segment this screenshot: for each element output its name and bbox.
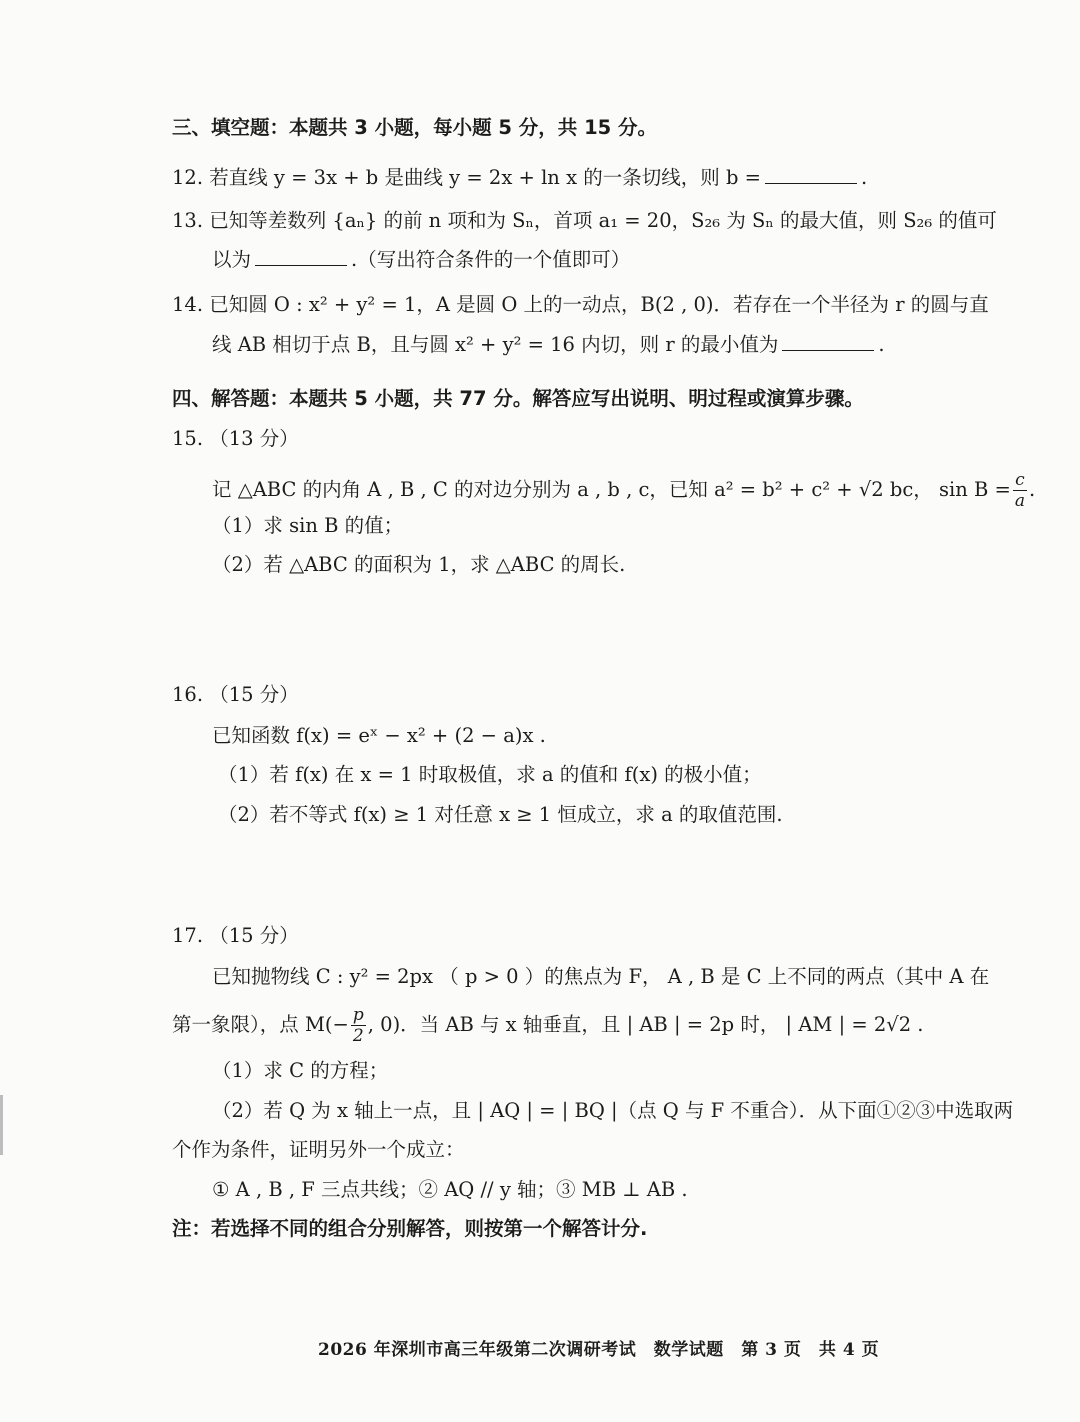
question-12-end: .: [860, 166, 868, 189]
question-17-note: 注：若选择不同的组合分别解答，则按第一个解答计分.: [172, 1217, 648, 1240]
question-17-line-2-pre: 第一象限），点 M(−: [172, 1013, 349, 1036]
question-12-text: 12. 若直线 y = 3x + b 是曲线 y = 2x + ln x 的一条切线，则 b =: [172, 166, 761, 189]
question-15-stem: [212, 470, 1035, 511]
question-13-line-2-pre: 以为: [212, 248, 252, 271]
question-15-stem-end: .: [1028, 478, 1036, 501]
fraction-p-over-2: [351, 1005, 366, 1046]
question-17-line-2-post: , 0)．当 AB 与 x 轴垂直，且 | AB | = 2p 时， | AM | = 2√2 .: [367, 1013, 924, 1036]
answer-blank-14[interactable]: [782, 330, 874, 351]
question-17-part-1: （1）求 C 的方程；: [212, 1059, 389, 1082]
page-footer: 2026 年深圳市高三年级第二次调研考试 数学试题 第 3 页 共 4 页: [318, 1340, 880, 1360]
section-4-heading: 四、解答题：本题共 5 小题，共 77 分。解答应写出说明、明过程或演算步骤。: [172, 387, 864, 410]
question-16-part-2: （2）若不等式 f(x) ≥ 1 对任意 x ≥ 1 恒成立，求 a 的取值范围.: [218, 803, 783, 826]
question-17-head: 17. （15 分）: [172, 924, 299, 947]
scan-edge-mark: [0, 1095, 3, 1155]
question-15-part-1: （1）求 sin B 的值；: [212, 514, 404, 537]
question-17-part-2-line-2: 个作为条件，证明另外一个成立：: [172, 1138, 465, 1161]
fraction-numerator: p: [352, 1005, 364, 1025]
question-13-line-2: [212, 245, 630, 274]
fraction-denominator: 2: [352, 1026, 364, 1046]
question-13-line-2-post: .（写出符合条件的一个值即可）: [351, 248, 631, 271]
question-17-line-2: [172, 1005, 924, 1046]
fraction-c-over-a: [1013, 470, 1027, 511]
question-14-line-1: 14. 已知圆 O : x² + y² = 1，A 是圆 O 上的一动点，B(2 , 0)．若存在一个半径为 r 的圆与直: [172, 293, 989, 316]
question-15-part-2: （2）若 △ABC 的面积为 1，求 △ABC 的周长.: [212, 553, 626, 576]
fraction-numerator: c: [1013, 470, 1027, 491]
question-16-head: 16. （15 分）: [172, 683, 299, 706]
question-13-line-1: 13. 已知等差数列 {aₙ} 的前 n 项和为 Sₙ，首项 a₁ = 20，S₂₆ 为 Sₙ 的最大值，则 S₂₆ 的值可: [172, 209, 997, 232]
answer-blank-12[interactable]: [765, 163, 857, 184]
question-17-line-1: 已知抛物线 C : y² = 2px （ p > 0 ）的焦点为 F， A , B 是 C 上不同的两点（其中 A 在: [212, 965, 990, 988]
question-16-part-1: （1）若 f(x) 在 x = 1 时取极值，求 a 的值和 f(x) 的极小值；: [218, 763, 762, 786]
question-14-line-2-post: .: [878, 333, 885, 356]
question-15-stem-text: 记 △ABC 的内角 A , B , C 的对边分别为 a , b , c，已知 a² = b² + c² + √2 bc， sin B =: [212, 478, 1011, 501]
answer-blank-13[interactable]: [255, 245, 347, 266]
question-17-conditions: ① A , B , F 三点共线；② AQ // y 轴；③ MB ⊥ AB .: [212, 1178, 688, 1201]
question-17-part-2-line-1: （2）若 Q 为 x 轴上一点，且 | AQ | = | BQ |（点 Q 与 F 不重合）．从下面①②③中选取两: [212, 1099, 1014, 1122]
section-3-heading: 三、填空题：本题共 3 小题，每小题 5 分，共 15 分。: [172, 116, 658, 139]
question-14-line-2-pre: 线 AB 相切于点 B，且与圆 x² + y² = 16 内切，则 r 的最小值为: [212, 333, 779, 356]
question-12: [172, 163, 867, 192]
question-14-line-2: [212, 330, 885, 359]
question-15-head: 15. （13 分）: [172, 427, 299, 450]
fraction-denominator: a: [1014, 491, 1025, 511]
question-16-stem: 已知函数 f(x) = eˣ − x² + (2 − a)x .: [212, 724, 546, 747]
